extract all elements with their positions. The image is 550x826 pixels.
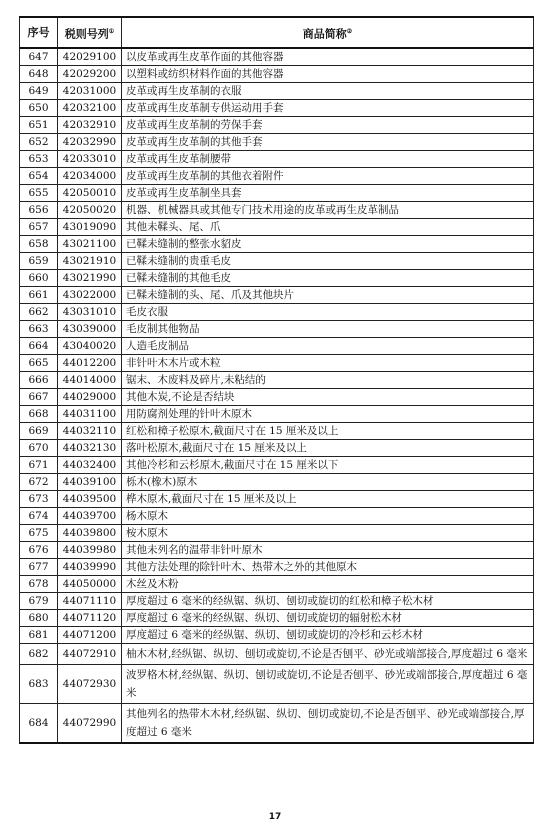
tariff-code: 44039700	[58, 508, 122, 525]
table-row	[20, 610, 534, 627]
row-number: 650	[20, 100, 58, 117]
tariff-code: 44039100	[58, 474, 122, 491]
tariff-code: 44072910	[58, 644, 122, 665]
product-name: 以塑料或纺织材料作面的其他容器	[122, 66, 534, 83]
row-number: 666	[20, 372, 58, 389]
tariff-code: 42050010	[58, 185, 122, 202]
row-number: 649	[20, 83, 58, 100]
tariff-code: 44050000	[58, 576, 122, 593]
row-number: 682	[20, 644, 58, 665]
product-name: 皮革或再生皮革制坐具套	[122, 185, 534, 202]
product-name: 栎木(橡木)原木	[122, 474, 534, 491]
table-row	[20, 270, 534, 287]
table-row	[20, 253, 534, 270]
table-row	[20, 704, 534, 744]
tariff-code: 44039800	[58, 525, 122, 542]
table-row	[20, 185, 534, 202]
row-number: 678	[20, 576, 58, 593]
row-number: 673	[20, 491, 58, 508]
product-name: 红松和樟子松原木,截面尺寸在 15 厘米及以上	[122, 423, 534, 440]
tariff-code: 44012200	[58, 355, 122, 372]
table-row	[20, 355, 534, 372]
product-name: 落叶松原木,截面尺寸在 15 厘米及以上	[122, 440, 534, 457]
product-name: 其他方法处理的除针叶木、热带木之外的其他原木	[122, 559, 534, 576]
product-name: 波罗格木材,经纵锯、纵切、刨切或旋切,不论是否刨平、砂光或端部接合,厚度超过 6 毫米	[122, 665, 534, 704]
table-row	[20, 593, 534, 610]
row-number: 677	[20, 559, 58, 576]
tariff-code: 44039990	[58, 559, 122, 576]
tariff-code: 43040020	[58, 338, 122, 355]
row-number: 674	[20, 508, 58, 525]
tariff-code: 43031010	[58, 304, 122, 321]
tariff-code: 42033010	[58, 151, 122, 168]
tariff-code: 44039500	[58, 491, 122, 508]
row-number: 675	[20, 525, 58, 542]
product-name: 桦木原木,截面尺寸在 15 厘米及以上	[122, 491, 534, 508]
product-name: 杨木原木	[122, 508, 534, 525]
product-name: 其他冷杉和云杉原木,截面尺寸在 15 厘米以下	[122, 457, 534, 474]
tariff-code: 42032990	[58, 134, 122, 151]
row-number: 667	[20, 389, 58, 406]
product-name: 皮革或再生皮革制的其他手套	[122, 134, 534, 151]
product-name: 皮革或再生皮革制的其他衣着附件	[122, 168, 534, 185]
tariff-code: 44029000	[58, 389, 122, 406]
row-number: 657	[20, 219, 58, 236]
table-row	[20, 627, 534, 644]
product-name: 已鞣未缝制的整张水貂皮	[122, 236, 534, 253]
table-row	[20, 236, 534, 253]
product-name: 厚度超过 6 毫米的经纵锯、纵切、刨切或旋切的辐射松木材	[122, 610, 534, 627]
row-number: 656	[20, 202, 58, 219]
tariff-code: 42031000	[58, 83, 122, 100]
table-row	[20, 440, 534, 457]
table-row	[20, 219, 534, 236]
tariff-code: 44014000	[58, 372, 122, 389]
tariff-code: 42032910	[58, 117, 122, 134]
product-name: 毛皮衣服	[122, 304, 534, 321]
tariff-code: 44039980	[58, 542, 122, 559]
table-row	[20, 134, 534, 151]
table-row	[20, 83, 534, 100]
table-row	[20, 665, 534, 704]
row-number: 664	[20, 338, 58, 355]
row-number: 681	[20, 627, 58, 644]
product-name: 皮革或再生皮革制的衣服	[122, 83, 534, 100]
tariff-code: 43021990	[58, 270, 122, 287]
row-number: 672	[20, 474, 58, 491]
product-name: 皮革或再生皮革制专供运动用手套	[122, 100, 534, 117]
row-number: 670	[20, 440, 58, 457]
table-row	[20, 287, 534, 304]
table-row	[20, 100, 534, 117]
product-name: 厚度超过 6 毫米的经纵锯、纵切、刨切或旋切的红松和樟子松木材	[122, 593, 534, 610]
header-row	[20, 17, 534, 48]
header-name-label: 商品简称	[302, 27, 347, 41]
row-number: 669	[20, 423, 58, 440]
tariff-code: 44031100	[58, 406, 122, 423]
tariff-code: 44032400	[58, 457, 122, 474]
row-number: 680	[20, 610, 58, 627]
header-no-label: 序号	[27, 26, 50, 39]
product-name: 人造毛皮制品	[122, 338, 534, 355]
page-number: 17	[268, 812, 282, 822]
table-row	[20, 66, 534, 83]
product-name: 木丝及木粉	[122, 576, 534, 593]
tariff-code: 44072990	[58, 704, 122, 744]
row-number: 659	[20, 253, 58, 270]
row-number: 661	[20, 287, 58, 304]
table-body	[20, 48, 534, 743]
tariff-code: 43022000	[58, 287, 122, 304]
tariff-code: 44071200	[58, 627, 122, 644]
tariff-code: 44071110	[58, 593, 122, 610]
product-name: 厚度超过 6 毫米的经纵锯、纵切、刨切或旋切的冷杉和云杉木材	[122, 627, 534, 644]
row-number: 651	[20, 117, 58, 134]
product-name: 机器、机械器具或其他专门技术用途的皮革或再生皮革制品	[122, 202, 534, 219]
tariff-code: 42050020	[58, 202, 122, 219]
product-name: 已鞣未缝制的贵重毛皮	[122, 253, 534, 270]
row-number: 655	[20, 185, 58, 202]
product-name: 桉木原木	[122, 525, 534, 542]
row-number: 665	[20, 355, 58, 372]
table-row	[20, 389, 534, 406]
table-row	[20, 559, 534, 576]
tariff-code: 42029100	[58, 48, 122, 66]
row-number: 660	[20, 270, 58, 287]
table-row	[20, 321, 534, 338]
tariff-code: 42032100	[58, 100, 122, 117]
tariff-code: 44032110	[58, 423, 122, 440]
product-name: 其他列名的热带木木材,经纵锯、纵切、刨切或旋切,不论是否刨平、砂光或端部接合,厚度超过 6 毫米	[122, 704, 534, 744]
row-number: 671	[20, 457, 58, 474]
product-name: 锯末、木废料及碎片,未粘结的	[122, 372, 534, 389]
row-number: 676	[20, 542, 58, 559]
header-code	[58, 17, 122, 48]
product-name: 用防腐剂处理的针叶木原木	[122, 406, 534, 423]
product-name: 已鞣未缝制的其他毛皮	[122, 270, 534, 287]
product-name: 已鞣未缝制的头、尾、爪及其他块片	[122, 287, 534, 304]
row-number: 658	[20, 236, 58, 253]
product-name: 皮革或再生皮革制腰带	[122, 151, 534, 168]
tariff-code: 42029200	[58, 66, 122, 83]
table-row	[20, 644, 534, 665]
tariff-code: 43021100	[58, 236, 122, 253]
product-name: 非针叶木木片或木粒	[122, 355, 534, 372]
tariff-code: 44032130	[58, 440, 122, 457]
tariff-code: 42034000	[58, 168, 122, 185]
table-row	[20, 457, 534, 474]
header-name-note: ②	[346, 27, 353, 35]
table-row	[20, 168, 534, 185]
row-number: 684	[20, 704, 58, 744]
product-name: 毛皮制其他物品	[122, 321, 534, 338]
table-row	[20, 372, 534, 389]
tariff-code: 43039000	[58, 321, 122, 338]
row-number: 653	[20, 151, 58, 168]
tariff-code: 44071120	[58, 610, 122, 627]
table-row	[20, 304, 534, 321]
product-name: 其他未鞣头、尾、爪	[122, 219, 534, 236]
header-name	[122, 17, 534, 48]
table-row	[20, 338, 534, 355]
table-row	[20, 508, 534, 525]
row-number: 652	[20, 134, 58, 151]
table-row	[20, 474, 534, 491]
table-row	[20, 48, 534, 66]
table-row	[20, 151, 534, 168]
row-number: 647	[20, 48, 58, 66]
table-row	[20, 423, 534, 440]
table-row	[20, 491, 534, 508]
row-number: 663	[20, 321, 58, 338]
tariff-code: 43021910	[58, 253, 122, 270]
row-number: 683	[20, 665, 58, 704]
product-name: 其他未列名的温带非针叶原木	[122, 542, 534, 559]
product-name: 以皮革或再生皮革作面的其他容器	[122, 48, 534, 66]
header-no	[20, 17, 58, 48]
product-name: 其他木炭,不论是否结块	[122, 389, 534, 406]
tariff-code: 43019090	[58, 219, 122, 236]
table-row	[20, 117, 534, 134]
row-number: 648	[20, 66, 58, 83]
row-number: 654	[20, 168, 58, 185]
product-name: 柚木木材,经纵锯、纵切、刨切或旋切,不论是否刨平、砂光或端部接合,厚度超过 6 毫米	[122, 644, 534, 665]
tariff-table	[19, 16, 534, 744]
row-number: 662	[20, 304, 58, 321]
table-row	[20, 406, 534, 423]
table-row	[20, 542, 534, 559]
table-row	[20, 576, 534, 593]
row-number: 668	[20, 406, 58, 423]
row-number: 679	[20, 593, 58, 610]
table-row	[20, 525, 534, 542]
table-row	[20, 202, 534, 219]
header-code-note: ①	[108, 27, 115, 35]
header-code-label: 税则号列	[64, 27, 109, 41]
tariff-code: 44072930	[58, 665, 122, 704]
product-name: 皮革或再生皮革制的劳保手套	[122, 117, 534, 134]
